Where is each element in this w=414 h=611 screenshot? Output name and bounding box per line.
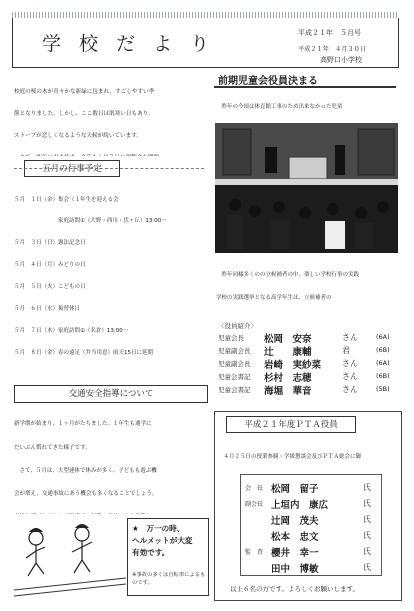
officer-class: (6B) — [376, 346, 390, 354]
pta-intro-line: ４月２５日の授業参観・学級懇談会及びＰＴＡ総会に御 — [218, 453, 362, 460]
pta-officer-name: 松本 忠文 — [271, 532, 319, 543]
pta-officer-name: 松岡 留子 — [271, 484, 319, 495]
pta-officer-suffix: 氏 — [363, 483, 371, 492]
events-divider — [14, 168, 204, 169]
officer-name: 海堀 華音 — [264, 386, 312, 397]
event-line: ５月 ５日（火）こどもの日 — [14, 284, 86, 291]
officer-name: 辻 康輔 — [264, 347, 312, 358]
council-intro-line: 昨年の今頃は体育館工事のため出来なかった児童 — [216, 104, 343, 111]
pta-officer-row — [245, 513, 379, 527]
council-officer-row — [218, 332, 404, 344]
intro-line: 節となりました。しかし、ここ数日は肌寒い日もあり、 — [14, 111, 154, 118]
intro-line — [14, 155, 206, 156]
pta-officer-suffix: 氏 — [363, 515, 371, 524]
pta-officer-row — [245, 529, 379, 543]
officer-name: 松岡 安奈 — [264, 334, 312, 345]
callout-line: 有効です。 — [132, 548, 170, 557]
officer-class: (6B) — [376, 372, 390, 380]
intro-line: ストーブが恋しくなるような天候が続いています。 — [14, 133, 142, 140]
officer-suffix: さん — [342, 333, 358, 342]
children-walking-illustration — [14, 518, 126, 598]
helmet-callout — [127, 518, 209, 596]
pta-officer-suffix: 氏 — [363, 499, 371, 508]
officer-role: 児童副会長 — [218, 347, 251, 355]
officer-name: 岩崎 実紗菜 — [264, 360, 322, 371]
pta-officers-box — [240, 474, 382, 576]
pta-officer-row — [245, 481, 379, 495]
event-line: ５月 １日（金）集会（１年生を迎える会 — [14, 196, 119, 203]
council-body-line: 学校の実践選挙となる高学年生は、立候補者の — [216, 294, 332, 301]
events-list — [14, 182, 210, 360]
council-body — [216, 257, 400, 313]
council-officer-row — [218, 384, 404, 396]
pta-officer-name: 上垣内 康広 — [271, 500, 329, 511]
pta-closing: 以上６名の方です。よろしくお願いします。 — [230, 585, 359, 593]
council-underline — [214, 86, 396, 88]
pta-intro — [218, 438, 400, 470]
officer-role: 児童副会長 — [218, 360, 251, 368]
council-intro — [216, 90, 400, 120]
callout-line: ★ 万一の時、 — [132, 524, 185, 533]
pta-officer-suffix: 氏 — [363, 563, 371, 572]
event-line: ５月 ３日（日）憲法記念日 — [14, 240, 86, 247]
officer-class: (6A) — [376, 333, 390, 341]
pta-officer-role: 会 長 — [245, 485, 264, 492]
officer-class: (6A) — [376, 359, 390, 367]
pta-officer-suffix: 氏 — [363, 547, 371, 556]
council-heading — [214, 72, 396, 86]
officer-class: (5B) — [376, 385, 390, 393]
pta-title: 平成２１年度ＰＴＡ役員 — [226, 416, 356, 433]
traffic-line: さて、５月は、大型連休で休みが多く、子どもも遊ぶ機 — [14, 467, 157, 474]
officer-role: 児童会書記 — [218, 373, 251, 381]
pta-officer-role: 監 査 — [245, 549, 264, 556]
officer-suffix: さん — [342, 385, 358, 394]
officer-name: 杉村 志穂 — [264, 373, 312, 384]
traffic-line: 会が増え、交通事故にあう機会も多くなることでしょう。 — [14, 490, 158, 497]
pta-officer-row — [245, 545, 379, 559]
callout-note: ※事故の多くは自転車によるものです。 — [132, 572, 206, 586]
council-body-line: 昨年同様多くのの立候補者の中、楽しい学校行事の実践 — [216, 272, 360, 279]
council-officer-row — [218, 358, 404, 370]
council-officer-row — [218, 371, 404, 383]
intro-line: 校庭の桜の木が青々かな新緑に包まれ、すごしやすい季 — [14, 88, 155, 95]
council-election-photo — [215, 123, 398, 253]
callout-line: ヘルメットが大変 — [132, 536, 193, 545]
council-officer-row — [218, 345, 404, 357]
pta-officer-role: 副会長 — [245, 501, 264, 508]
officer-role: 児童会長 — [218, 334, 244, 342]
officer-role: 児童会書記 — [218, 386, 251, 394]
pta-officer-suffix: 氏 — [363, 531, 371, 540]
pta-officer-name: 櫻井 幸一 — [271, 548, 319, 559]
header-stripe — [12, 12, 399, 18]
events-title: 五月の行事予定 — [24, 160, 120, 177]
pta-officer-row — [245, 561, 379, 575]
council-title: 前期児童会役員決まる — [218, 76, 318, 87]
traffic-line: 新学期が始まり、１ヶ月がたちました。１年生も通学に — [14, 421, 152, 428]
intro-paragraph — [14, 74, 206, 156]
event-line: ５月 ７日（木）家庭訪問②（名倉）13:00～ — [14, 327, 129, 334]
officers-heading: 〈役員紹介〉 — [218, 322, 257, 330]
officer-suffix: さん — [342, 359, 358, 368]
officer-suffix: 君 — [342, 346, 350, 355]
traffic-title: 交通安全指導について — [14, 385, 208, 403]
issue-label: 平成２１年 ５月号 — [298, 29, 361, 37]
officer-suffix: さん — [342, 372, 358, 381]
traffic-line: だいぶん慣れてきた様子です。 — [14, 444, 91, 451]
school-name: 高野口小学校 — [320, 56, 362, 64]
traffic-paragraph — [14, 406, 210, 514]
pta-officer-row — [245, 497, 379, 511]
event-line: ５月 ４日（月）みどりの日 — [14, 262, 86, 269]
issue-date: 平成２１年 ４月３０日 — [298, 46, 367, 53]
event-line: ５月 ６日（水）振替休日 — [14, 306, 81, 313]
newsletter-title: 学 校 だ よ り — [42, 33, 216, 55]
event-line: 家庭訪問①（大野・西川・伏ヶ丘）13:00～ — [14, 218, 167, 225]
pta-officer-name: 田中 博敏 — [271, 564, 319, 575]
pta-officer-name: 辻岡 茂夫 — [271, 516, 319, 527]
event-line: ５月 ８日（金）春の遠足（弁当用意）雨天15日に延期 — [14, 349, 154, 356]
